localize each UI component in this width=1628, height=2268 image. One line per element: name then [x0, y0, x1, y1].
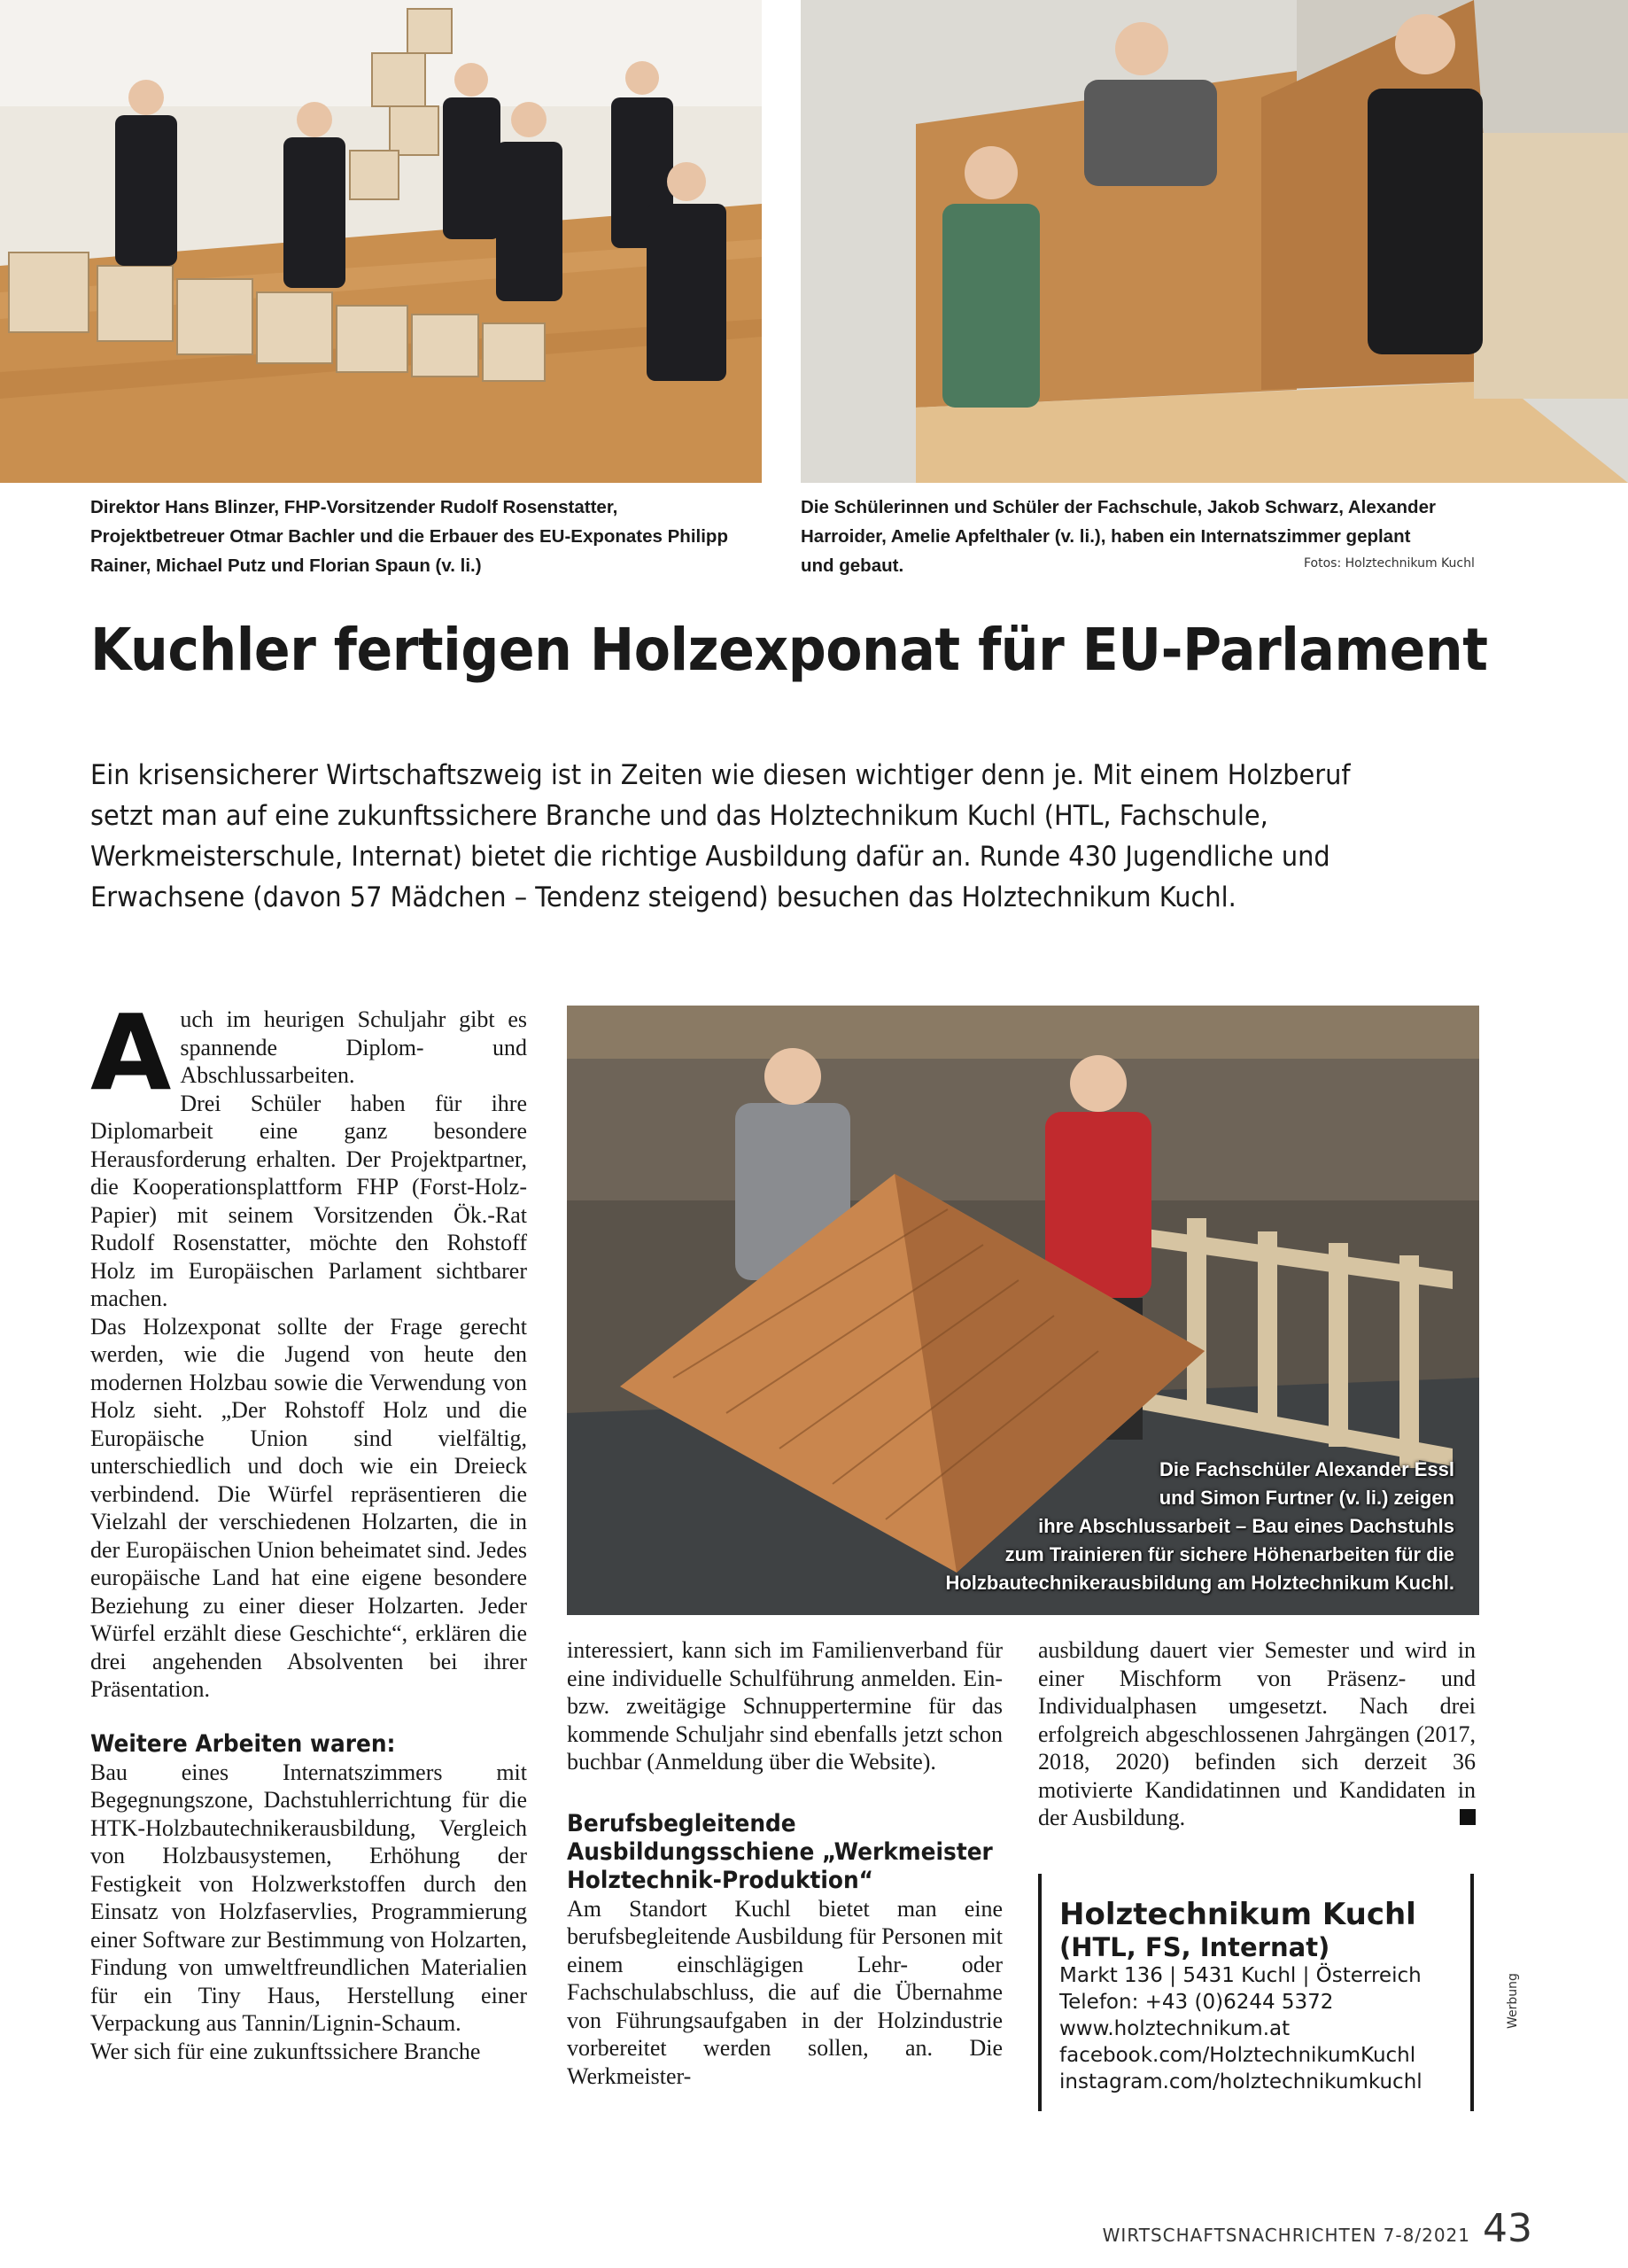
paragraph-school-tour: interessiert, kann sich im Familienverband für eine individuelle Schulführung anmelden. Ein- bzw. zweitägige Schnuppertermine für das kommende Schuljahr sind ebenfalls jetzt schon buchbar (Anmeldung über die Website). — [567, 1637, 1003, 1775]
end-mark-icon — [1460, 1809, 1476, 1825]
column-2 — [567, 1636, 1003, 2090]
paragraph-werkmeister: Am Standort Kuchl bietet man eine berufsbegleitende Ausbildung für Personen mit einem einschlägigen Lehr- oder Fachschulabschluss, die auf die Übernahme von Führungsaufgaben in der Holzindustrie vorbereitet werden sollen, an. Die Werkmeister- — [567, 1895, 1003, 2089]
column-1 — [90, 991, 527, 2065]
paragraph-diploma: Drei Schüler haben für ihre Diplomarbeit eine ganz besondere Herausforderung erhalten. Der Projektpartner, die Kooperationsplattform FHP (Forst-Holz-Papier) mit seinem Vorsitzenden Ök.-Rat Rudolf Rosenstatter, möchte den Rohstoff Holz im Europäischen Parlament sichtbarer machen. — [90, 1090, 527, 1311]
contact-phone: Telefon: +43 (0)6244 5372 — [1059, 1991, 1334, 2014]
caption-top-right: Die Schülerinnen und Schüler der Fachschule, Jakob Schwarz, Alexander Harroider, Amelie Apfelthaler (v. li.), haben ein Internatszimmer geplant und gebaut. — [801, 497, 1436, 576]
photo-dorm-room-students — [801, 0, 1628, 483]
paragraph-further-works: Bau eines Internatszimmers mit Begegnungszone, Dachstuhlerrichtung für die HTK-Holzbautechnikerausbildung, Vergleich von Holzbausystemen, Erhöhung der Festigkeit von Holzwerkstoffen durch den Einsatz von Holzfaservlies, Programmierung einer Software zur Bestimmung von Holzarten, Findung von umweltfreundlichen Materialien für ein Tiny Haus, Herstellung einer Verpackung aus Tannin/Lignin-Schaum. — [90, 1759, 527, 2036]
intro-paragraph: Auch im heurigen Schuljahr gibt es spannende Diplom- und Abschlussarbeiten. — [90, 991, 527, 1114]
ad-label: Werbung — [1506, 1973, 1520, 2029]
paragraph-exhibit: Das Holzexponat sollte der Frage gerecht werden, wie die Jugend von heute den modernen Holzbau sowie die Verwendung von Holz sieht. „Der Rohstoff Holz und die Europäische Union sind vielfältig, unterschiedlich und doch wie ein Dreieck verbindend. Die Würfel repräsentieren die Vielzahl der verschiedenen Holzarten, die in der Europäischen Union beheimatet sind. Jedes europäische Land hat eine eigene besondere Beziehung zu einer dieser Holzarten. Jeder Würfel erzählt diese Geschichte“, erklären die drei angehenden Absolventen bei ihrer Präsentation. — [90, 1313, 527, 1702]
contact-subtitle: (HTL, FS, Internat) — [1059, 1932, 1330, 1962]
paragraph-training-duration: ausbildung dauert vier Semester und wird in einer Mischform von Präsenz- und Individualphasen umgesetzt. Nach drei erfolgreich abgeschlossenen Jahrgängen (2017, 2018, 2020) befinden sich derzeit 36 motivierte Kandidatinnen und Kandidaten in der Ausbildung. — [1038, 1637, 1476, 1830]
magazine-name: WIRTSCHAFTSNACHRICHTEN 7-8/2021 — [1102, 2225, 1470, 2246]
contact-instagram: instagram.com/holztechnikumkuchl — [1059, 2070, 1423, 2093]
photo-eu-exhibit-team — [0, 0, 762, 483]
contact-facebook: facebook.com/HolztechnikumKuchl — [1059, 2044, 1416, 2067]
contact-box — [1038, 1874, 1474, 2111]
photo-overlay-caption: Die Fachschüler Alexander Essl und Simon Furtner (v. li.) zeigen ihre Abschlussarbeit – Bau eines Dachstuhls zum Trainieren für sichere Höhenarbeiten für die Holzbautechnikerausbildung am Holztechnikum Kuchl. — [945, 1458, 1454, 1594]
contact-title: Holztechnikum Kuchl — [1059, 1897, 1416, 1932]
contact-address: Markt 136 | 5431 Kuchl | Österreich — [1059, 1964, 1422, 1987]
lead-paragraph: Ein krisensicherer Wirtschaftszweig ist in Zeiten wie diesen wichtiger denn je. Mit einem Holzberuf setzt man auf eine zukunftssichere Branche und das Holztechnikum Kuchl (HTL, Fachschule, Werkmeisterschule, Internat) bietet die richtige Ausbildung dafür an. Runde 430 Jugendliche und Erwachsene (davon 57 Mädchen – Tendenz steigend) besuchen das Holztechnikum Kuchl. — [90, 759, 1351, 913]
dropcap: A — [90, 991, 172, 1114]
subhead-further-works: Weitere Arbeiten waren: — [90, 1729, 396, 1758]
subhead-werkmeister: Berufsbegleitende Ausbildungsschiene „Werkmeister Holztechnik-Produktion“ — [567, 1809, 993, 1894]
page-footer — [1103, 2206, 1532, 2251]
page-number: 43 — [1483, 2206, 1532, 2251]
photo-credit: Fotos: Holztechnikum Kuchl — [1304, 556, 1475, 571]
column-3 — [1038, 1636, 1476, 1832]
headline: Kuchler fertigen Holzexponat für EU-Parlament — [90, 616, 1488, 684]
caption-top-left: Direktor Hans Blinzer, FHP-Vorsitzender Rudolf Rosenstatter, Projektbetreuer Otmar Bachler und die Erbauer des EU-Exponates Philipp Rainer, Michael Putz und Florian Spaun (v. li.) — [90, 497, 728, 576]
contact-website: www.holztechnikum.at — [1059, 2017, 1291, 2040]
photo-roof-truss-project — [567, 1006, 1479, 1615]
paragraph-branch-start: Wer sich für eine zukunftssichere Branche — [90, 2038, 481, 2064]
